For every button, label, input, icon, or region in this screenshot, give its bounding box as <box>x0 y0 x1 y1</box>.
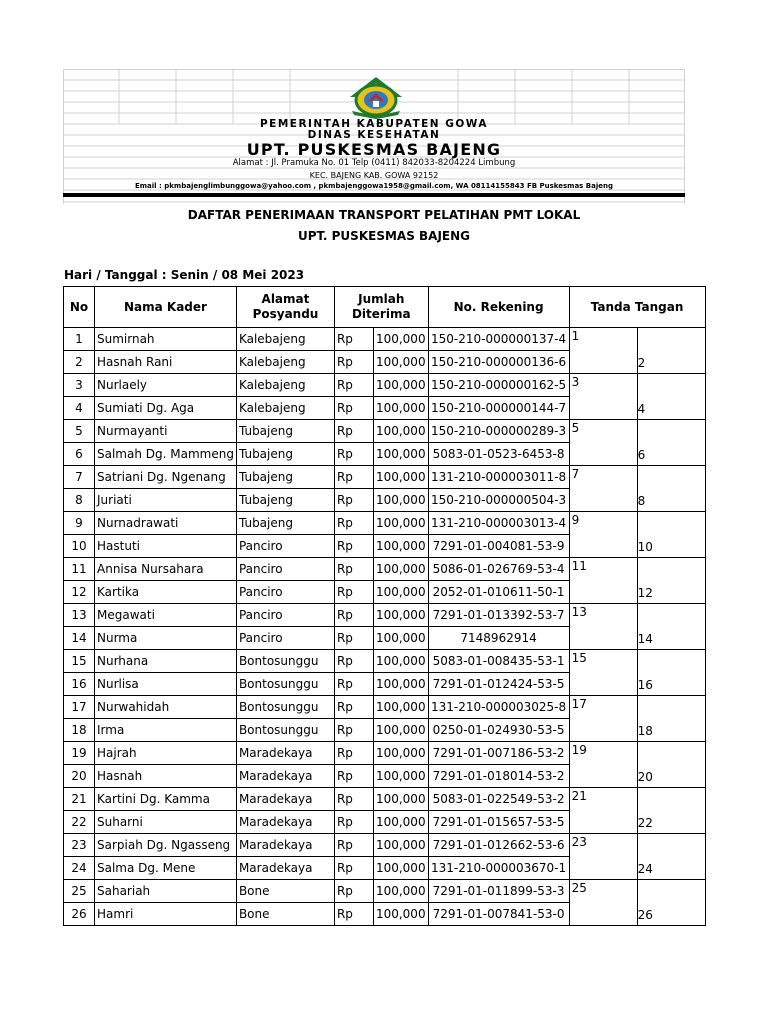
table-row <box>64 512 706 535</box>
table-row <box>64 880 706 903</box>
posyandu-address: Panciro <box>236 558 334 581</box>
signature-number-even: 14 <box>637 632 653 646</box>
signature-number-odd: 21 <box>571 789 587 803</box>
letterhead <box>63 69 685 204</box>
posyandu-address: Bontosunggu <box>236 696 334 719</box>
kader-name: Nurmayanti <box>95 420 237 443</box>
currency-label: Rp <box>334 811 373 834</box>
amount-received: 100,000 <box>373 880 428 903</box>
kader-name: Annisa Nursahara <box>95 558 237 581</box>
kader-name: Hasnah Rani <box>95 351 237 374</box>
table-row <box>64 604 706 627</box>
row-number: 10 <box>64 535 95 558</box>
currency-label: Rp <box>334 535 373 558</box>
table-row <box>64 788 706 811</box>
currency-label: Rp <box>334 765 373 788</box>
account-number: 150-210-000000504-3 <box>428 489 569 512</box>
posyandu-address: Bontosunggu <box>236 650 334 673</box>
currency-label: Rp <box>334 880 373 903</box>
kader-name: Irma <box>95 719 237 742</box>
currency-label: Rp <box>334 489 373 512</box>
table-row <box>64 834 706 857</box>
account-number: 5086-01-026769-53-4 <box>428 558 569 581</box>
row-number: 26 <box>64 903 95 926</box>
currency-label: Rp <box>334 581 373 604</box>
row-number: 2 <box>64 351 95 374</box>
posyandu-address: Kalebajeng <box>236 374 334 397</box>
currency-label: Rp <box>334 397 373 420</box>
row-number: 20 <box>64 765 95 788</box>
header-name: Nama Kader <box>95 287 237 328</box>
table-row <box>64 558 706 581</box>
kader-name: Salmah Dg. Mammeng <box>95 443 237 466</box>
table-row <box>64 742 706 765</box>
account-number: 7291-01-007841-53-0 <box>428 903 569 926</box>
table-row <box>64 696 706 719</box>
amount-received: 100,000 <box>373 627 428 650</box>
header-signature: Tanda Tangan <box>569 287 705 328</box>
amount-received: 100,000 <box>373 581 428 604</box>
row-number: 14 <box>64 627 95 650</box>
amount-received: 100,000 <box>373 466 428 489</box>
currency-label: Rp <box>334 857 373 880</box>
amount-received: 100,000 <box>373 512 428 535</box>
amount-received: 100,000 <box>373 374 428 397</box>
recipient-table <box>63 286 706 926</box>
kader-name: Sahariah <box>95 880 237 903</box>
account-number: 7291-01-012662-53-6 <box>428 834 569 857</box>
row-number: 24 <box>64 857 95 880</box>
signature-cell <box>569 604 705 650</box>
kader-name: Nurlaely <box>95 374 237 397</box>
account-number: 7291-01-012424-53-5 <box>428 673 569 696</box>
account-number: 7148962914 <box>428 627 569 650</box>
currency-label: Rp <box>334 512 373 535</box>
kader-name: Nurwahidah <box>95 696 237 719</box>
account-number: 5083-01-0523-6453-8 <box>428 443 569 466</box>
posyandu-address: Bone <box>236 880 334 903</box>
signature-number-even: 4 <box>637 402 646 416</box>
signature-cell <box>569 880 705 926</box>
account-number: 131-210-000003011-8 <box>428 466 569 489</box>
table-row <box>64 650 706 673</box>
row-number: 1 <box>64 328 95 351</box>
posyandu-address: Panciro <box>236 581 334 604</box>
row-number: 9 <box>64 512 95 535</box>
signature-cell <box>569 788 705 834</box>
kader-name: Hasnah <box>95 765 237 788</box>
row-number: 13 <box>64 604 95 627</box>
posyandu-address: Tubajeng <box>236 466 334 489</box>
kader-name: Hajrah <box>95 742 237 765</box>
signature-number-odd: 17 <box>571 697 587 711</box>
amount-received: 100,000 <box>373 351 428 374</box>
amount-received: 100,000 <box>373 535 428 558</box>
header-account: No. Rekening <box>428 287 569 328</box>
kader-name: Nurma <box>95 627 237 650</box>
posyandu-address: Maradekaya <box>236 765 334 788</box>
header-address <box>236 287 334 328</box>
kader-name: Juriati <box>95 489 237 512</box>
kader-name: Nurnadrawati <box>95 512 237 535</box>
row-number: 21 <box>64 788 95 811</box>
signature-number-even: 6 <box>637 448 646 462</box>
government-name: PEMERINTAH KABUPATEN GOWA <box>259 118 489 130</box>
signature-number-even: 26 <box>637 908 653 922</box>
row-number: 3 <box>64 374 95 397</box>
signature-cell <box>569 696 705 742</box>
signature-number-even: 22 <box>637 816 653 830</box>
currency-label: Rp <box>334 696 373 719</box>
amount-received: 100,000 <box>373 719 428 742</box>
signature-cell <box>569 512 705 558</box>
signature-number-odd: 7 <box>571 467 580 481</box>
currency-label: Rp <box>334 719 373 742</box>
signature-number-odd: 5 <box>571 421 580 435</box>
table-header-row <box>64 287 706 328</box>
currency-label: Rp <box>334 466 373 489</box>
signature-number-even: 18 <box>637 724 653 738</box>
posyandu-address: Maradekaya <box>236 742 334 765</box>
signature-number-odd: 11 <box>571 559 587 573</box>
account-number: 7291-01-007186-53-2 <box>428 742 569 765</box>
signature-cell <box>569 834 705 880</box>
amount-received: 100,000 <box>373 696 428 719</box>
header-amount <box>334 287 428 328</box>
kader-name: Hamri <box>95 903 237 926</box>
document-subtitle: UPT. PUSKESMAS BAJENG <box>298 229 470 243</box>
amount-received: 100,000 <box>373 857 428 880</box>
posyandu-address: Panciro <box>236 535 334 558</box>
signature-cell <box>569 374 705 420</box>
amount-received: 100,000 <box>373 489 428 512</box>
account-number: 150-210-000000137-4 <box>428 328 569 351</box>
row-number: 11 <box>64 558 95 581</box>
row-number: 23 <box>64 834 95 857</box>
signature-number-odd: 15 <box>571 651 587 665</box>
kader-name: Nurhana <box>95 650 237 673</box>
row-number: 12 <box>64 581 95 604</box>
currency-label: Rp <box>334 328 373 351</box>
kader-name: Suharni <box>95 811 237 834</box>
posyandu-address: Kalebajeng <box>236 397 334 420</box>
amount-received: 100,000 <box>373 604 428 627</box>
row-number: 6 <box>64 443 95 466</box>
row-number: 7 <box>64 466 95 489</box>
amount-received: 100,000 <box>373 420 428 443</box>
row-number: 22 <box>64 811 95 834</box>
amount-received: 100,000 <box>373 673 428 696</box>
posyandu-address: Maradekaya <box>236 788 334 811</box>
account-number: 0250-01-024930-53-5 <box>428 719 569 742</box>
signature-number-even: 20 <box>637 770 653 784</box>
letterhead-divider <box>63 193 685 197</box>
posyandu-address: Maradekaya <box>236 834 334 857</box>
kader-name: Hastuti <box>95 535 237 558</box>
posyandu-address: Tubajeng <box>236 443 334 466</box>
amount-received: 100,000 <box>373 903 428 926</box>
amount-received: 100,000 <box>373 765 428 788</box>
account-number: 5083-01-022549-53-2 <box>428 788 569 811</box>
amount-received: 100,000 <box>373 558 428 581</box>
currency-label: Rp <box>334 443 373 466</box>
amount-received: 100,000 <box>373 811 428 834</box>
posyandu-address: Bontosunggu <box>236 673 334 696</box>
account-number: 150-210-000000144-7 <box>428 397 569 420</box>
document-title: DAFTAR PENERIMAAN TRANSPORT PELATIHAN PMT LOKAL <box>187 208 581 222</box>
kader-name: Salma Dg. Mene <box>95 857 237 880</box>
signature-number-odd: 9 <box>571 513 580 527</box>
table-row <box>64 466 706 489</box>
signature-cell <box>569 466 705 512</box>
account-number: 131-210-000003025-8 <box>428 696 569 719</box>
signature-number-odd: 19 <box>571 743 587 757</box>
row-number: 4 <box>64 397 95 420</box>
signature-cell <box>569 558 705 604</box>
account-number: 7291-01-013392-53-7 <box>428 604 569 627</box>
currency-label: Rp <box>334 627 373 650</box>
posyandu-address: Panciro <box>236 604 334 627</box>
amount-received: 100,000 <box>373 742 428 765</box>
header-amount-line2: Diterima <box>351 307 411 321</box>
amount-received: 100,000 <box>373 443 428 466</box>
posyandu-address: Kalebajeng <box>236 351 334 374</box>
amount-received: 100,000 <box>373 650 428 673</box>
signature-number-odd: 25 <box>571 881 587 895</box>
kader-name: Kartika <box>95 581 237 604</box>
signature-number-even: 12 <box>637 586 653 600</box>
gowa-regency-emblem <box>346 75 406 119</box>
header-amount-line1: Jumlah <box>358 292 405 306</box>
currency-label: Rp <box>334 834 373 857</box>
currency-label: Rp <box>334 788 373 811</box>
currency-label: Rp <box>334 374 373 397</box>
date-line: Hari / Tanggal : Senin / 08 Mei 2023 <box>64 268 305 282</box>
amount-received: 100,000 <box>373 328 428 351</box>
currency-label: Rp <box>334 673 373 696</box>
account-number: 131-210-000003670-1 <box>428 857 569 880</box>
institution-name: UPT. PUSKESMAS BAJENG <box>246 140 502 159</box>
posyandu-address: Panciro <box>236 627 334 650</box>
account-number: 5083-01-008435-53-1 <box>428 650 569 673</box>
amount-received: 100,000 <box>373 397 428 420</box>
posyandu-address: Kalebajeng <box>236 328 334 351</box>
row-number: 25 <box>64 880 95 903</box>
posyandu-address: Bone <box>236 903 334 926</box>
row-number: 18 <box>64 719 95 742</box>
account-number: 131-210-000003013-4 <box>428 512 569 535</box>
signature-number-odd: 23 <box>571 835 587 849</box>
amount-received: 100,000 <box>373 834 428 857</box>
currency-label: Rp <box>334 351 373 374</box>
currency-label: Rp <box>334 903 373 926</box>
signature-number-even: 16 <box>637 678 653 692</box>
row-number: 17 <box>64 696 95 719</box>
kader-name: Satriani Dg. Ngenang <box>95 466 237 489</box>
account-number: 2052-01-010611-50-1 <box>428 581 569 604</box>
currency-label: Rp <box>334 742 373 765</box>
posyandu-address: Tubajeng <box>236 420 334 443</box>
posyandu-address: Bontosunggu <box>236 719 334 742</box>
signature-number-even: 10 <box>637 540 653 554</box>
department-name: DINAS KESEHATAN <box>307 129 441 141</box>
account-number: 150-210-000000136-6 <box>428 351 569 374</box>
table-row <box>64 328 706 351</box>
table-row <box>64 420 706 443</box>
institution-address: Alamat : Jl. Pramuka No. 01 Telp (0411) 842033-8204224 Limbung <box>232 158 516 168</box>
posyandu-address: Tubajeng <box>236 512 334 535</box>
currency-label: Rp <box>334 420 373 443</box>
row-number: 5 <box>64 420 95 443</box>
signature-number-odd: 1 <box>571 329 580 343</box>
currency-label: Rp <box>334 558 373 581</box>
header-no: No <box>64 287 95 328</box>
institution-contact: Email : pkmbajenglimbunggowa@yahoo.com , pkmbajenggowa1958@gmail.com, WA 08114155843 FB Puskesmas Bajeng <box>134 182 613 190</box>
posyandu-address: Maradekaya <box>236 857 334 880</box>
signature-number-even: 24 <box>637 862 653 876</box>
posyandu-address: Tubajeng <box>236 489 334 512</box>
header-address-line2: Posyandu <box>252 307 319 321</box>
kader-name: Megawati <box>95 604 237 627</box>
currency-label: Rp <box>334 650 373 673</box>
account-number: 7291-01-015657-53-5 <box>428 811 569 834</box>
signature-cell <box>569 650 705 696</box>
kader-name: Kartini Dg. Kamma <box>95 788 237 811</box>
kader-name: Sarpiah Dg. Ngasseng <box>95 834 237 857</box>
row-number: 16 <box>64 673 95 696</box>
row-number: 19 <box>64 742 95 765</box>
row-number: 15 <box>64 650 95 673</box>
signature-cell <box>569 742 705 788</box>
signature-number-odd: 3 <box>571 375 580 389</box>
account-number: 7291-01-011899-53-3 <box>428 880 569 903</box>
account-number: 7291-01-004081-53-9 <box>428 535 569 558</box>
account-number: 150-210-000000289-3 <box>428 420 569 443</box>
kader-name: Nurlisa <box>95 673 237 696</box>
signature-cell <box>569 420 705 466</box>
row-number: 8 <box>64 489 95 512</box>
posyandu-address: Maradekaya <box>236 811 334 834</box>
signature-number-even: 8 <box>637 494 646 508</box>
currency-label: Rp <box>334 604 373 627</box>
account-number: 7291-01-018014-53-2 <box>428 765 569 788</box>
kader-name: Sumiati Dg. Aga <box>95 397 237 420</box>
header-address-line1: Alamat <box>261 292 310 306</box>
kader-name: Sumirnah <box>95 328 237 351</box>
amount-received: 100,000 <box>373 788 428 811</box>
signature-number-even: 2 <box>637 356 646 370</box>
table-row <box>64 374 706 397</box>
institution-district: KEC. BAJENG KAB. GOWA 92152 <box>309 171 439 180</box>
signature-number-odd: 13 <box>571 605 587 619</box>
account-number: 150-210-000000162-5 <box>428 374 569 397</box>
signature-cell <box>569 328 705 374</box>
